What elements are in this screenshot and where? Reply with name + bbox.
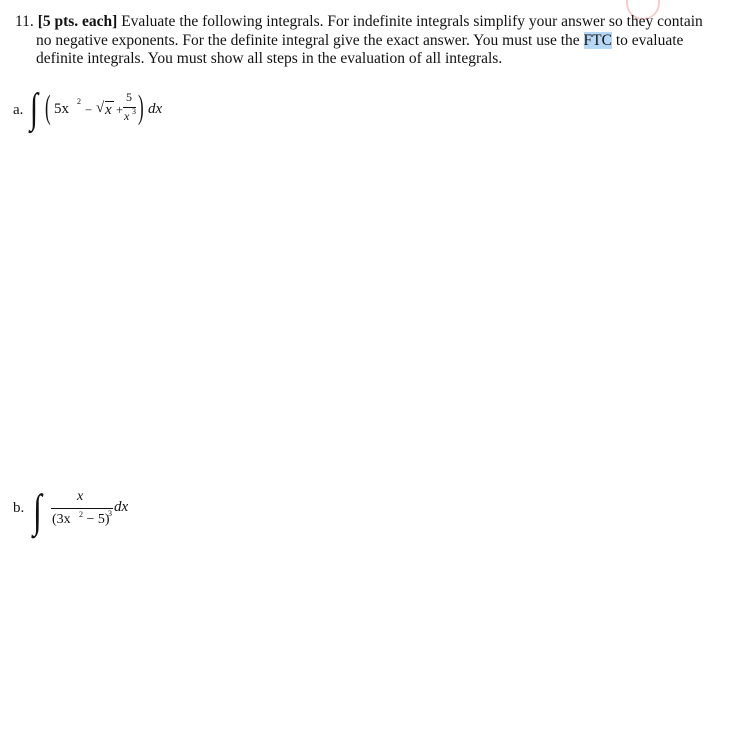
den-rest-b: − 5) <box>83 512 110 527</box>
den-exp-inner-b: 2 <box>79 510 83 519</box>
term1-a <box>54 101 69 118</box>
plus-a: + <box>116 103 124 117</box>
question-text <box>15 13 735 69</box>
integral-sign-a: ∫ <box>30 86 39 132</box>
frac-den-exp-a: 3 <box>132 107 136 116</box>
frac-num-a: 5 <box>126 90 132 104</box>
paren-close-a: ) <box>138 89 144 126</box>
paren-open-a: ( <box>45 89 51 126</box>
question-line1: Evaluate the following integrals. For indefinite integrals simplify your answer so they contain <box>117 13 703 30</box>
part-b-label: b. <box>13 500 25 516</box>
frac-den-a: x <box>124 109 130 123</box>
differential-a: dx <box>148 101 163 117</box>
sqrt-sign-a: √ <box>96 100 105 116</box>
question-number: 11. <box>15 13 34 30</box>
integral-sign-b: ∫ <box>33 485 42 536</box>
frac-bar-b <box>51 508 113 509</box>
term1-coef-a: 5x <box>54 101 69 117</box>
highlighted-ftc: FTC <box>583 31 612 49</box>
sqrt-arg-a: x <box>105 102 112 118</box>
den-exp-outer-b: 3 <box>108 509 112 518</box>
question-points: [5 pts. each] <box>37 13 118 30</box>
term1-exp-a: 2 <box>77 97 81 106</box>
question-line2-post: to evaluate <box>611 31 684 49</box>
differential-b: dx <box>114 499 129 515</box>
question-line3: definite integrals. You must show all steps in the evaluation of all integrals. <box>36 50 503 67</box>
numerator-b: x <box>77 489 84 504</box>
den-open-b: (3x <box>52 512 71 527</box>
question-line2 <box>15 32 735 51</box>
minus-a: − <box>85 103 93 117</box>
part-a-label: a. <box>13 102 24 118</box>
question-line2-pre: no negative exponents. For the definite integral give the exact answer. You must use the <box>36 31 584 49</box>
